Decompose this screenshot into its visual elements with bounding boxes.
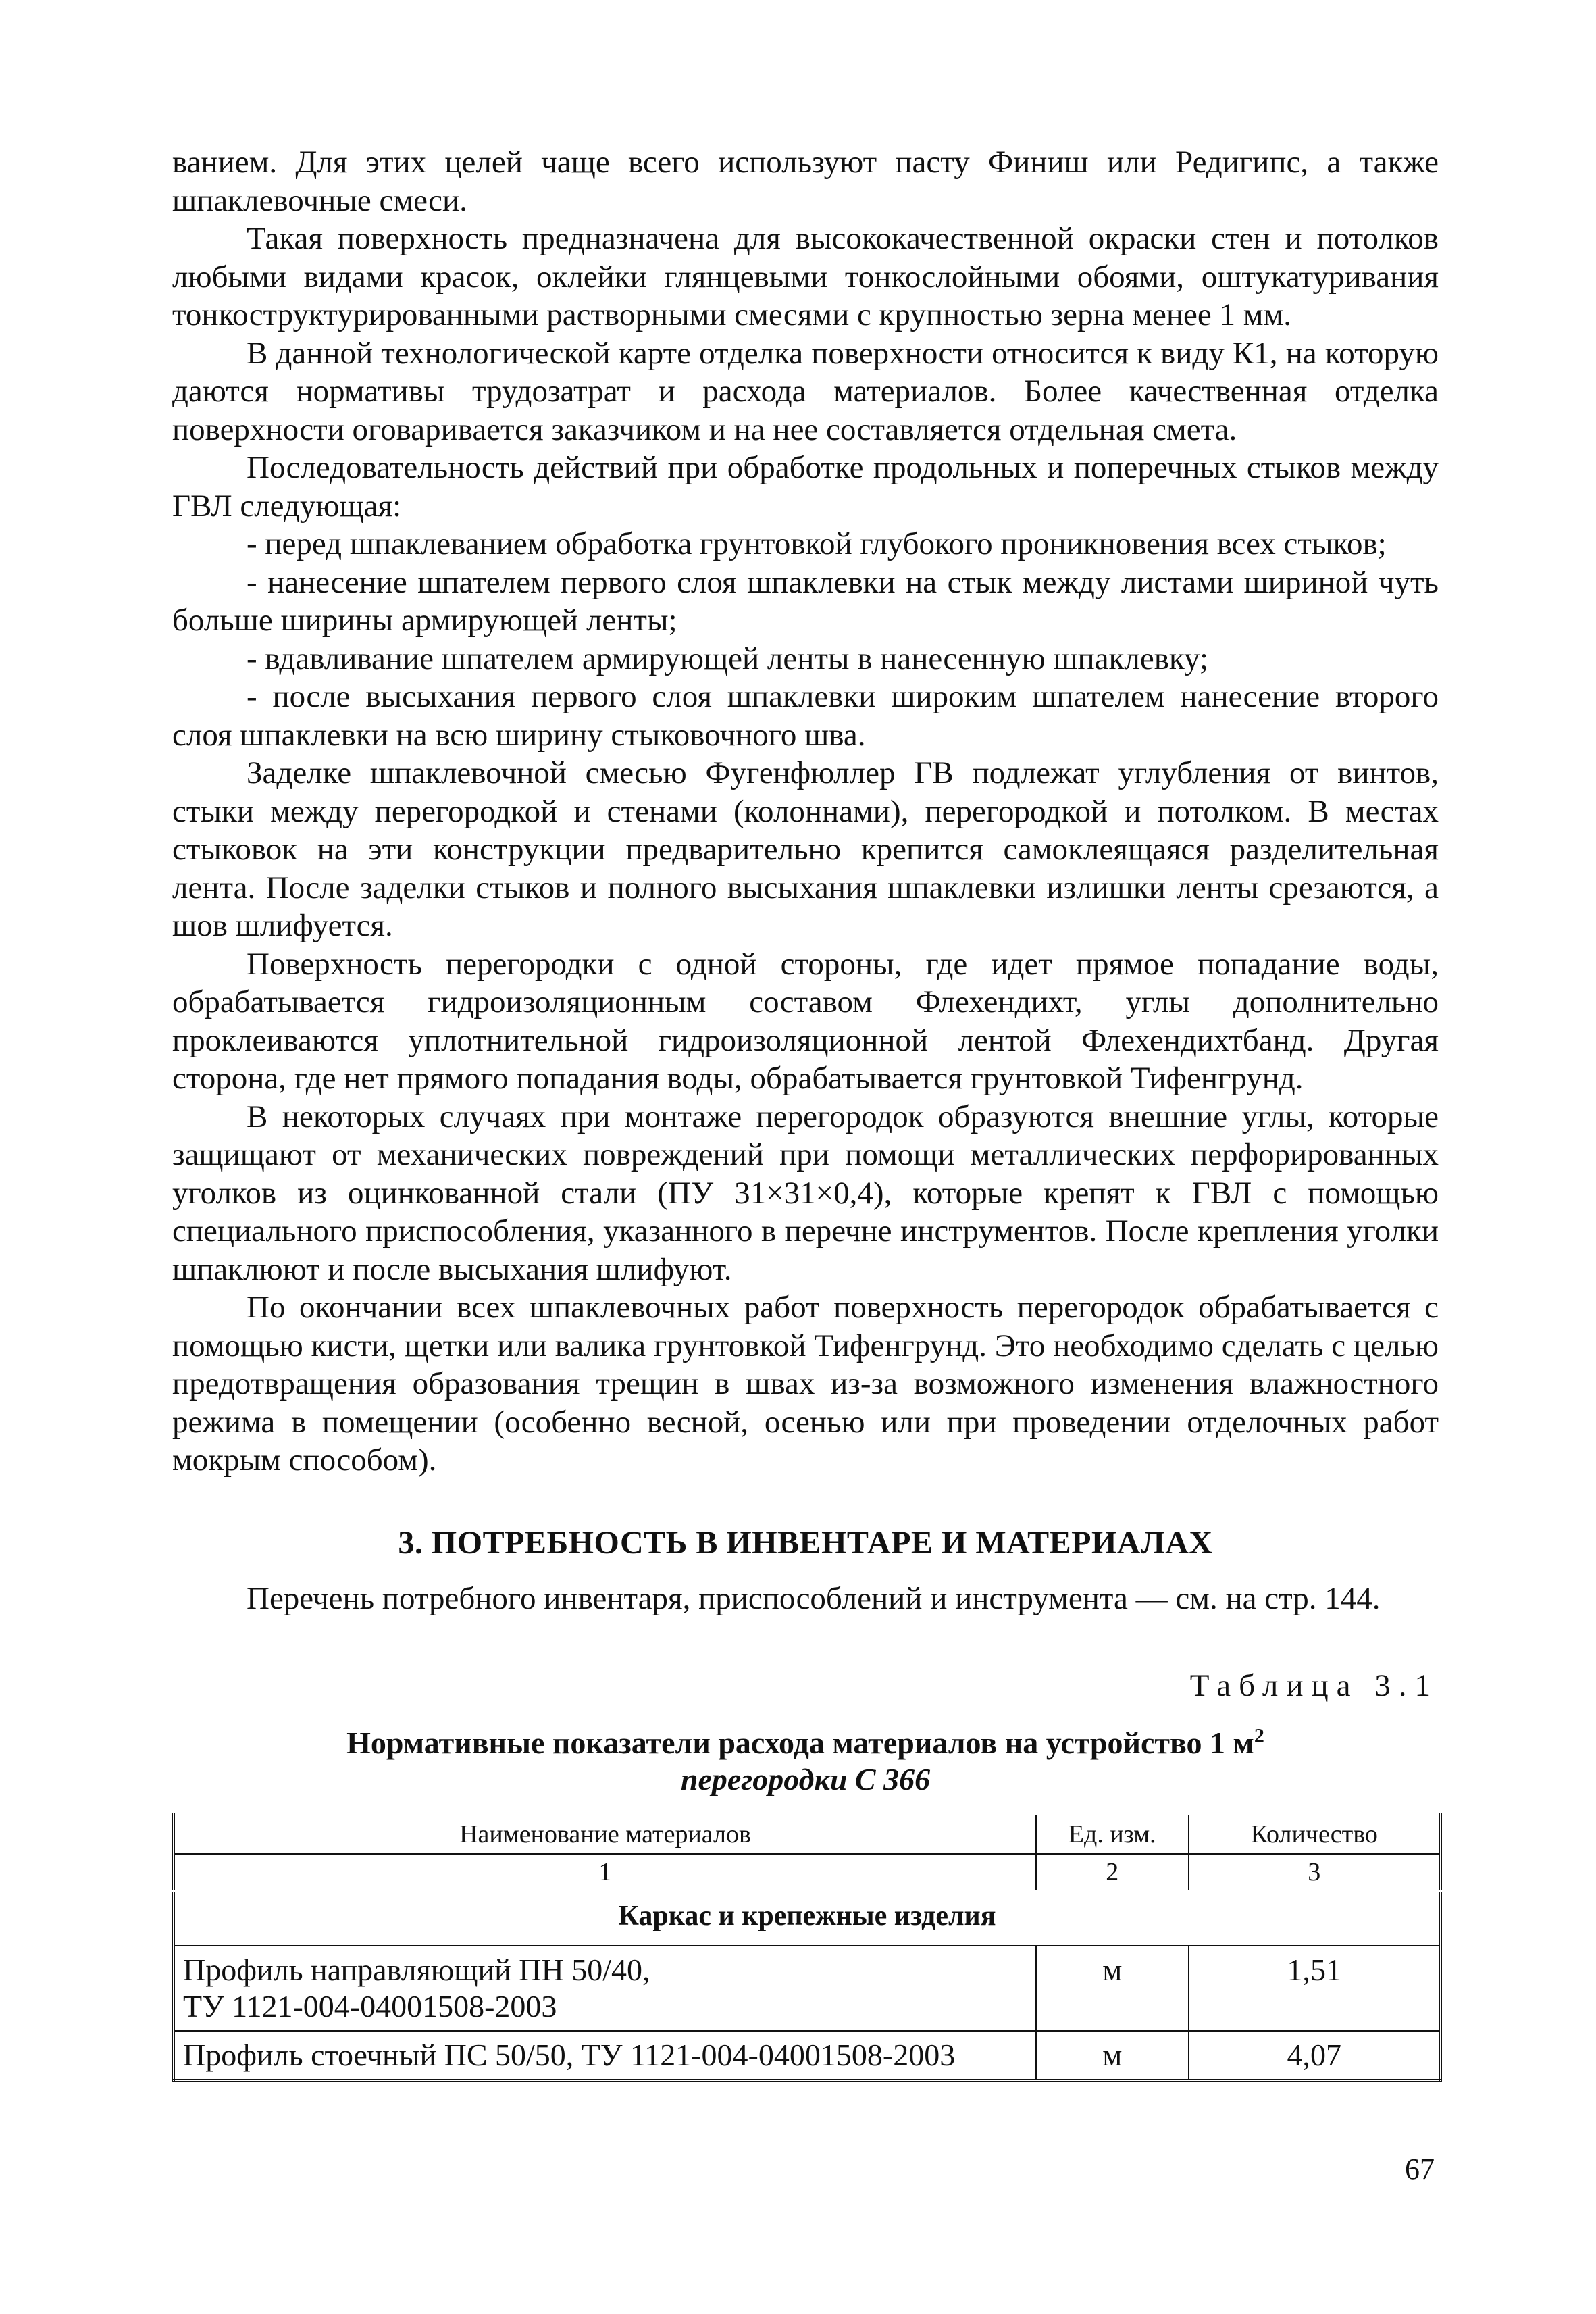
table-section-row — [174, 1891, 1441, 1946]
table-label: Таблица 3.1 — [1189, 1667, 1439, 1703]
paragraph: Заделке шпаклевочной смесью Фугенфюллер ГВ подлежат углубления от винтов, стыки между перегородкой и стенами (колоннами), перегородкой и потолком. В местах стыковок на эти конструкции предварительно крепится самоклеящаяся разделительная лента. После заделки стыков и полного высыхания шпаклевки излишки ленты срезаются, а шов шлифуется. — [172, 755, 1439, 943]
header-quantity: Количество — [1189, 1814, 1441, 1854]
material-name-line: Профиль направляющий ПН 50/40, — [183, 1953, 650, 1987]
page-content — [172, 143, 1439, 2082]
column-number-2: 2 — [1036, 1854, 1189, 1891]
materials-table — [172, 1813, 1442, 2082]
paragraph: В некоторых случаях при монтаже перегородок образуются внешние углы, которые защищают от механических повреждений при помощи металлических перфорированных уголков из оцинкованной стали (ПУ 31×31×0,4), которые крепят к ГВЛ с помощью специального приспособления, указанного в перечне инструментов. После крепления уголки шпаклюют и после высыхания шлифуют. — [172, 1099, 1439, 1287]
column-number-3: 3 — [1189, 1854, 1441, 1891]
table-title-superscript: 2 — [1254, 1724, 1264, 1747]
paragraph: Последовательность действий при обработке продольных и поперечных стыков между ГВЛ следующая: — [172, 450, 1439, 524]
paragraph: ванием. Для этих целей чаще всего используют пасту Финиш или Редигипс, а также шпаклевочные смеси. — [172, 145, 1439, 218]
paragraph: По окончании всех шпаклевочных работ поверхность перегородок обрабатывается с помощью кисти, щетки или валика грунтовкой Тифенгрунд. Это необходимо сделать с целью предотвращения образования трещин в швах из-за возможного изменения влажностного режима в помещении (особенно весной, осенью или при проведении отделочных работ мокрым способом). — [172, 1290, 1439, 1478]
table-header-row — [174, 1814, 1441, 1854]
material-unit: м — [1036, 1946, 1189, 2031]
table-title-line2: перегородки С 366 — [680, 1762, 931, 1796]
table-section-title: Каркас и крепежные изделия — [174, 1891, 1441, 1946]
table-title-text: Нормативные показатели расхода материалов на устройство 1 м — [346, 1726, 1254, 1760]
page-number: 67 — [1405, 2153, 1435, 2186]
material-quantity: 1,51 — [1189, 1946, 1441, 2031]
section-heading: 3. ПОТРЕБНОСТЬ В ИНВЕНТАРЕ И МАТЕРИАЛАХ — [398, 1524, 1213, 1561]
paragraph: В данной технологической карте отделка поверхности относится к виду К1, на которую даются нормативы трудозатрат и расхода материалов. Более качественная отделка поверхности оговаривается заказчиком и на нее составляется отдельная смета. — [172, 335, 1439, 447]
table-title-line1 — [172, 1725, 1439, 1761]
paragraph: - нанесение шпателем первого слоя шпаклевки на стык между листами шириной чуть больше ширины армирующей ленты; — [172, 564, 1439, 638]
paragraph: - перед шпаклеванием обработка грунтовкой глубокого проникновения всех стыков; — [247, 526, 1387, 561]
table-row — [174, 1946, 1441, 2031]
material-name — [174, 1946, 1036, 2031]
material-name-line: Профиль стоечный ПС 50/50, ТУ 1121-004-04001508-2003 — [183, 2038, 956, 2072]
material-unit: м — [1036, 2031, 1189, 2080]
table-column-number-row — [174, 1854, 1441, 1891]
material-name-line: ТУ 1121-004-04001508-2003 — [183, 1989, 557, 2023]
column-number-1: 1 — [174, 1854, 1036, 1891]
body-text — [172, 143, 1439, 1480]
header-unit: Ед. изм. — [1036, 1814, 1189, 1854]
section-intro: Перечень потребного инвентаря, приспособлений и инструмента — см. на стр. 144. — [247, 1581, 1381, 1616]
table-row — [174, 2031, 1441, 2080]
paragraph: Поверхность перегородки с одной стороны, где идет прямое попадание воды, обрабатывается гидроизоляционным составом Флехендихт, углы дополнительно проклеиваются уплотнительной гидроизоляционной лентой Флехендихтбанд. Другая сторона, где нет прямого попадания воды, обрабатывается грунтовкой Тифенгрунд. — [172, 946, 1439, 1096]
paragraph: - после высыхания первого слоя шпаклевки широким шпателем нанесение второго слоя шпаклевки на всю ширину стыковочного шва. — [172, 679, 1439, 753]
material-quantity: 4,07 — [1189, 2031, 1441, 2080]
header-materials: Наименование материалов — [174, 1814, 1036, 1854]
table-title — [172, 1725, 1439, 1798]
material-name — [174, 2031, 1036, 2080]
paragraph: Такая поверхность предназначена для высококачественной окраски стен и потолков любыми видами красок, оклейки глянцевыми тонкослойными обоями, оштукатуривания тонкоструктурированными растворными смесями с крупностью зерна менее 1 мм. — [172, 221, 1439, 332]
paragraph: - вдавливание шпателем армирующей ленты в нанесенную шпаклевку; — [247, 640, 1208, 676]
